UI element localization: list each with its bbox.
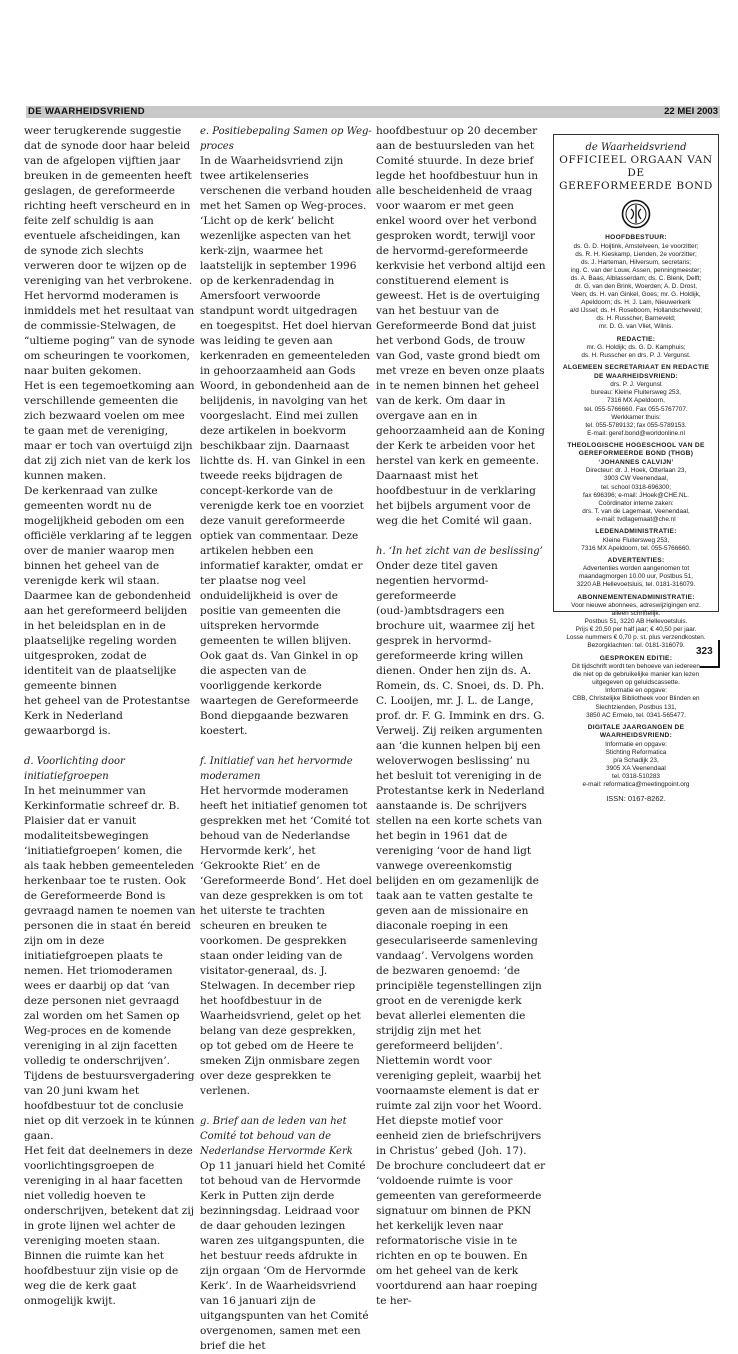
paragraph: het geheel van de Protestantse Kerk in Nederland gewaarborgd is. — [24, 695, 190, 737]
masthead-line: Coördinator interne zaken: — [598, 499, 674, 507]
masthead-line: Stichting Reformatica — [605, 748, 667, 756]
masthead-line: 7316 MX Apeldoorn, — [607, 397, 665, 405]
masthead-heading: ALGEMEEN SECRETARIAAT EN REDACTIE DE WAARHEIDSVRIEND: — [562, 364, 710, 380]
masthead-line: Veen; ds. H. van Ginkel, Goes; mr. G. Holdijk, — [571, 291, 701, 299]
paragraph: Onder deze titel gaven negentien hervormd-gereformeerde (oud-)ambtsdragers een brochure uit, waarmee zij het gesprek in hervormd-gereformeerde kring willen dienen. Onder hen zijn ds. A. Romein, ds. C. Snoei, ds. D. Ph. C. Looijen, mr. J. L. de Lange, prof. dr. F. G. Immink en drs. G. Verweij. Zij reiken argumenten aan ‘die kunnen helpen bij een weloverwogen beslissing’ nu het besluit tot vereniging in de Protestantse kerk in Nederland aanstaande is. De schrijvers stellen na een korte schets van het begin in 1961 dat de vereniging ‘voor de hand ligt vanwege overeenkomstig belijden en om gezamenlijk de taak aan te vatten gestalte te geven aan de missionaire en diaconale roeping in een geseculariseerde samenleving vandaag’. Vervolgens worden de bezwaren genoemd: ‘de principiële tegenstellingen zijn groot en de verenigde kerk bevat allerlei elementen die strijdig zijn met het gereformeerd belijden’. Niettemin wordt voor vereniging gepleit, waarbij het voornaamste element is dat er ruimte zal zijn voor het Woord. Het diepste motief voor eenheid zien de briefschrijvers in Christus’ gebed (Joh. 17). — [376, 560, 545, 1157]
masthead-line: Dit tijdschrift wordt ten behoeve van iedereen — [572, 663, 700, 671]
masthead-line: mr. D. G. van Vliet, Wilnis. — [598, 323, 674, 331]
masthead-line: drs. T. van de Lagemaat, Veenendaal, — [582, 507, 690, 515]
corner-mark — [718, 640, 720, 668]
paragraph: De kerkenraad van zulke gemeenten wordt nu de mogelijkheid geboden om een officiële verklaring af te leggen over de manier waarop men binnen het geheel van de verenigde kerk wil staan. Daarmee kan de gebondenheid aan het gereformeerd belijden in het beleidsplan en in de plaatselijke regeling worden uitgesproken, zodat de identiteit van de plaatselijke gemeente binnen — [24, 485, 192, 692]
section-heading: h. ‘In het zicht van de beslissing’ — [376, 546, 543, 557]
paragraph: Het is een tegemoetkoming aan verschillende gemeenten die zich bezwaard voelen om mee te gaan met de vereniging, maar er toch van overtuigd zijn dat zij zich niet van de kerk los kunnen maken. — [24, 380, 195, 482]
corner-mark — [700, 666, 720, 668]
paragraph: Tijdens de bestuursvergadering van 20 juni kwam het hoofdbestuur tot de conclusie niet op dit verzoek in te kúnnen gaan. — [24, 1070, 195, 1142]
paragraph: In het meinummer van Kerkinformatie schreef dr. B. Plaisier dat er vanuit modaliteitsbewegingen ‘initiatiefgroepen’ komen, die als taak hebben gemeenteleden herkenbaar toe te rusten. Ook de Gereformeerde Bond is gevraagd namen te noemen van personen die in staat én bereid zijn om in deze initiatiefgroepen plaats te nemen. Het triomoderamen wees er daarbij op dat ‘van deze personen niet gevraagd zal worden om het Samen op Weg-proces en de komende vereniging in al zijn facetten volledig te onderschrijven’. — [24, 785, 196, 1067]
masthead-title: de Waarheidsvriend — [585, 142, 687, 153]
masthead-line: 3903 CW Veenendaal, — [604, 475, 668, 483]
paragraph: hoofdbestuur op 20 december aan de bestuursleden van het Comité stuurde. In deze brief legde het hoofdbestuur hun in alle bescheidenheid de vraag voor waarom er met geen enkel woord over het verbond gesproken wordt, terwijl voor de hervormd-gereformeerde kerkvisie het verbond altijd een constituerend element is geweest. Het is de overtuiging van het bestuur van de Gereformeerde Bond dat juist het verbond Gods, de trouw van God, vaste grond biedt om met vreze en beven onze plaats in te nemen binnen het geheel van de kerk. Om daar in overgave aan en in gehoorzaamheid aan de Koning der Kerk te arbeiden voor het herstel van kerk en gemeente. Daarnaast mist het hoofdbestuur in de verklaring het bijbels argument voor de weg die het Comité wil gaan. — [376, 125, 546, 527]
paragraph: Het hervormd moderamen is inmiddels met het resultaat van de commissie-Stelwagen, de “ultieme poging” van de synode om scheuringen te voorkomen, naar buiten gekomen. — [24, 290, 195, 377]
masthead-line: e-mail: reformatica@meetingpoint.org — [582, 781, 690, 789]
article-column-3 — [376, 124, 546, 1307]
page-number: 323 — [696, 646, 713, 657]
masthead-line: ds. A. Baas, Alblasserdam; ds. C. Blenk, Delft; — [570, 274, 702, 282]
masthead-line: tel. 055-5789132; fax 055-5789153. — [585, 421, 687, 429]
masthead-line: Apeldoorn; ds. H. J. Lam, Nieuwerkerk — [581, 299, 691, 307]
section-heading: f. Initiatief van het hervormde moderamen — [200, 756, 353, 782]
masthead-line: Postbus 51, 3220 AB Hellevoetsluis. — [584, 618, 688, 626]
masthead-line: die niet op de gebruikelijke manier kan lezen — [572, 671, 700, 679]
masthead-sections — [558, 234, 714, 789]
masthead-line: fax 696396; e-mail: JHoek@CHE.NL. — [583, 491, 689, 499]
masthead-line: drs. P. J. Vergunst — [610, 381, 662, 389]
masthead-subtitle: OFFICIEEL ORGAAN VAN DE — [559, 154, 713, 179]
masthead-line: dr. G. van den Brink, Woerden; A. D. Drost, — [574, 282, 698, 290]
paragraph: Het feit dat deelnemers in deze voorlichtingsgroepen de vereniging in al haar facetten niet volledig hoeven te onderschrijven, betekent dat zij in grote lijnen wel achter de vereniging moeten staan. Binnen die ruimte kan het hoofdbestuur zijn visie op de weg die de kerk gaat onmogelijk kwijt. — [24, 1145, 194, 1307]
masthead-line: Werkkamer thuis: — [611, 413, 661, 421]
paragraph: In de Waarheidsvriend zijn twee artikelenseries verschenen die verband houden met het Samen op Weg-proces. ‘Licht op de kerk’ belicht wezenlijke aspecten van het kerk-zijn, waarmee het laatstelijk in september 1996 op de kerkenradendag in Amersfoort verwoorde standpunt wordt uitgedragen en toegespitst. Het doel hiervan was leiding te geven aan kerkenraden en gemeenteleden in gehoorzaamheid aan Gods Woord, in gebondenheid aan de belijdenis, in navolging van het voorgeslacht. Eind mei zullen deze artikelen in boekvorm beschikbaar zijn. Daarnaast lichtte ds. H. van Ginkel in een tweede reeks bijdragen de concept-kerkorde van de verenigde kerk toe en voorziet deze vanuit gereformeerde optiek van commentaar. Deze artikelen hebben een informatief karakter, omdat er ter plaatse nog veel onduidelijkheid is over de positie van gemeenten die uitspreken hervormde gemeenten te willen blijven. Ook gaat ds. Van Ginkel in op die aspecten van de voorliggende kerkorde waartegen de Gereformeerde Bond diepgaande bezwaren koestert. — [200, 155, 372, 737]
masthead-line: p/a Schadijk 23, — [613, 756, 659, 764]
article-column-1 — [24, 124, 196, 1307]
masthead-line: ds. R. H. Kieskamp, Lienden, 2e voorzitter; — [575, 250, 697, 258]
masthead-line: 3905 XA Veenendaal — [606, 765, 666, 772]
gereformeerde-bond-emblem-icon — [621, 199, 651, 229]
section-heading: d. Voorlichting door initiatiefgroepen — [24, 756, 125, 782]
masthead-line: tel. 055-5766660. Fax 055-5767707. — [584, 405, 688, 413]
masthead-line: 3850 AC Ermelo, tel. 0341-565477. — [586, 711, 686, 719]
masthead-heading: THEOLOGISCHE HOGESCHOOL VAN DE GEREFORMEERDE BOND (THGB) ‘JOHANNES CALVIJN’ — [567, 441, 705, 466]
paragraph: Het hervormde moderamen heeft het initiatief genomen tot gesprekken met het ‘Comité tot behoud van de Nederlandse Hervormde kerk’, het ‘Gekrookte Riet’ en de ‘Gereformeerde Bond’. Het doel van deze gesprekken is om tot het uiterste te trachten scheuren en breuken te voorkomen. De gesprekken staan onder leiding van de visitator-generaal, ds. J. Stelwagen. In december riep het hoofdbestuur in de Waarheidsvriend, gelet op het belang van deze gesprekken, op tot gebed om de Heere te smeken Zijn onmisbare zegen over deze gesprekken te verlenen. — [200, 785, 372, 1097]
masthead-line: Losse nummers € 0,70 p. st. plus verzendkosten. Bezorgklachten: tel. 0181-316079. — [566, 634, 706, 650]
masthead-line: ds. H. Russcher, Barneveld; — [596, 315, 676, 323]
paragraph: weer terugkerende suggestie dat de synode door haar beleid van de afgelopen vijftien jaar breuken in de gemeenten heeft geslagen, de gereformeerde richting heeft verscheurd en in feite zelf schuldig is aan eventuele afscheidingen, kan de synode zich slechts verweren door te wijzen op de vereniging van het verbrokene. — [24, 125, 193, 287]
masthead-line: tel. 0318-510283 — [612, 773, 660, 781]
paragraph: Op 11 januari hield het Comité tot behoud van de Hervormde Kerk in Putten zijn derde bezinningsdag. Leidraad voor de daar gehouden lezingen waren zes uitgangspunten, die het bestuur reeds afdrukte in zijn orgaan ‘Om de Hervormde Kerk’. In de Waarheidsvriend van 16 januari zijn de uitgangspunten van het Comité overgenomen, samen met een brief die het — [200, 1160, 369, 1352]
masthead-line: e-mail: tvdlagemaat@che.nl — [596, 515, 676, 523]
paragraph: De brochure concludeert dat er ‘voldoende ruimte is voor gemeenten van gereformeerde signatuur om binnen de PKN het kerkelijk leven naar reformatorische visie in te richten en op te bouwen. En om het geheel van de kerk voortdurend aan haar roeping te her- — [376, 1160, 546, 1307]
masthead-line: ds. H. Russcher en drs. P. J. Vergunst. — [581, 352, 691, 360]
masthead-line: Prijs € 20,50 per half jaar; € 40,50 per jaar. — [575, 626, 697, 634]
masthead-heading: REDACTIE: — [616, 335, 656, 343]
masthead-heading: GESPROKEN EDITIE: — [599, 654, 673, 662]
masthead-heading: ADVERTENTIES: — [607, 556, 665, 564]
masthead-line: tel. school 0318-696300; — [601, 483, 671, 491]
masthead-line: ds. G. D. Hoijtink, Amstelveen, 1e voorzitter; — [573, 242, 699, 250]
section-heading: g. Brief aan de leden van het Comité tot behoud van de Nederlandse Hervormde Kerk — [200, 1116, 353, 1157]
masthead-line: maandagmorgen 10.00 uur, Postbus 51, — [578, 573, 694, 581]
masthead-line: ing. C. van der Louw, Assen, penningmeester; — [570, 266, 702, 274]
masthead-line: CBB, Christelijke Bibliotheek voor Blinden en — [572, 695, 700, 703]
article-column-2 — [200, 124, 372, 1352]
masthead-line: 3220 AB Hellevoetsluis, tel. 0181-316079. — [576, 581, 696, 589]
masthead-line: Informatie en opgave: — [605, 740, 667, 748]
issn: ISSN: 0167-8262. — [606, 794, 666, 804]
masthead-heading: HOOFDBESTUUR: — [605, 234, 667, 241]
issue-date: 22 MEI 2003 — [664, 106, 718, 117]
masthead-line: mr. G. Holdijk; ds. G. D. Kamphuis; — [586, 344, 686, 352]
masthead-heading: DIGITALE JAARGANGEN DE WAARHEIDSVRIEND: — [587, 723, 685, 740]
masthead-line: alleen schriftelijk: — [611, 610, 661, 618]
masthead-line: ds. J. Harteman, Hilversum, secretaris; — [580, 258, 692, 266]
publication-title: DE WAARHEIDSVRIEND — [28, 106, 145, 117]
masthead-line: Slechtzienden, Postbus 131, — [595, 703, 677, 711]
masthead-line: Informatie en opgave: — [605, 687, 667, 695]
masthead-line: Voor nieuwe abonnees, adreswijzigingen enz. — [571, 602, 701, 609]
masthead-line: a/d IJssel; ds. H. Roseboom, Hollandscheveld; — [569, 307, 703, 315]
masthead-heading: LEDENADMINISTRATIE: — [595, 528, 677, 536]
masthead-line: Advertenties worden aangenomen tot — [582, 565, 690, 573]
masthead-line: E-mail: geref.bond@worldonline.nl — [587, 429, 685, 437]
masthead-line: 7316 MX Apeldoorn, tel. 055-5766660. — [581, 544, 691, 552]
section-heading: e. Positiebepaling Samen op Weg-proces — [200, 126, 372, 152]
masthead-line: bureau: Kleine Fluitersweg 253, — [591, 389, 681, 397]
masthead-line: Directeur: dr. J. Hoek, Otterlaan 23, — [585, 467, 687, 475]
masthead-organisation: GEREFORMEERDE BOND — [559, 180, 713, 192]
masthead-line: uitgegeven op geluidscassette. — [592, 679, 680, 687]
masthead-line: Kleine Fluitersweg 253, — [602, 536, 670, 544]
masthead-heading: ABONNEMENTENADMINISTRATIE: — [577, 593, 695, 601]
